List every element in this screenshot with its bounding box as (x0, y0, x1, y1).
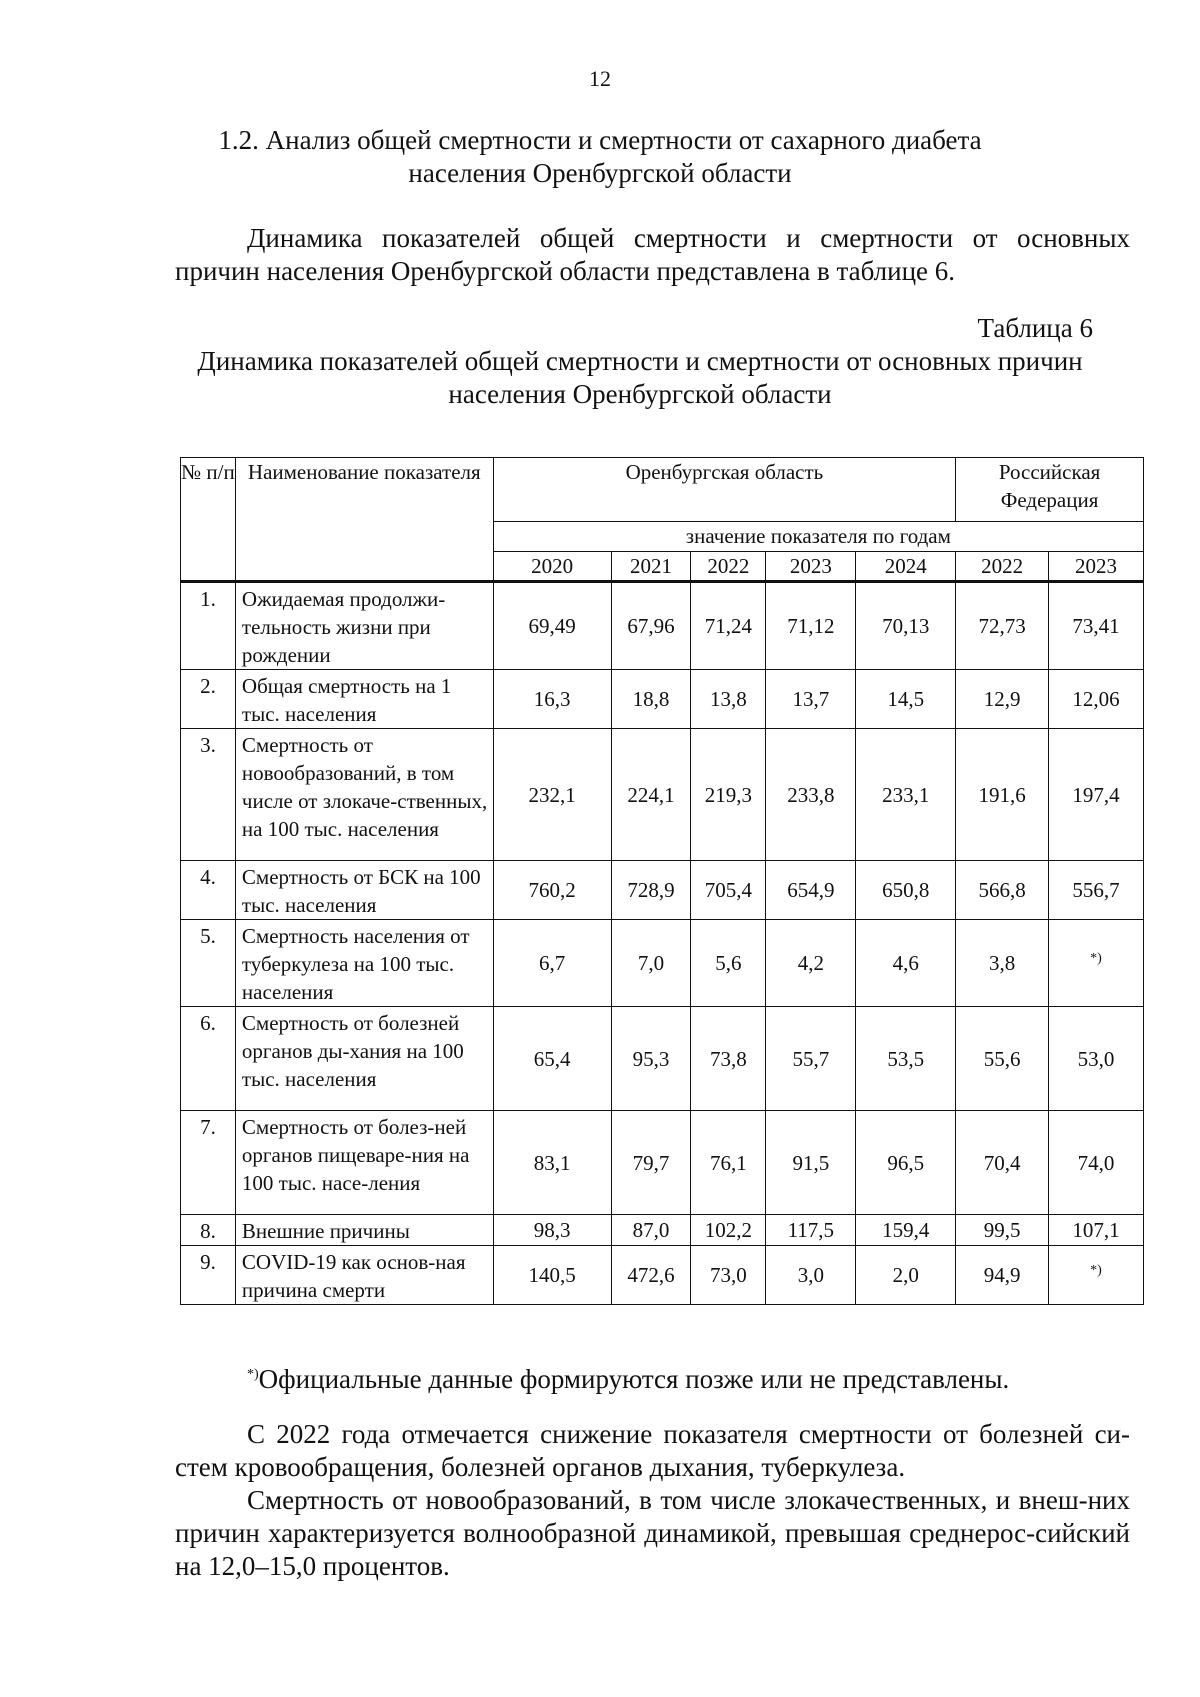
conclusion-paragraph-1: С 2022 года отмечается снижение показателя смертности от болезней си-стем кровообращения, болезней органов дыхания, туберкулеза. (175, 1419, 1130, 1482)
value-cell: 67,96 (611, 582, 691, 670)
value-cell: 3,0 (766, 1246, 856, 1305)
value-cell: 71,24 (691, 582, 766, 670)
value-cell: 232,1 (493, 729, 611, 861)
row-number: 8. (181, 1215, 236, 1246)
value-cell: 16,3 (493, 670, 611, 729)
value-cell: 650,8 (856, 861, 956, 920)
table-row (181, 670, 1144, 729)
value-cell: 140,5 (493, 1246, 611, 1305)
value-cell: 233,1 (856, 729, 956, 861)
table-row (181, 1246, 1144, 1305)
col-header-name: Наименование показателя (235, 458, 493, 582)
value-cell (1049, 1246, 1144, 1305)
conclusion-paragraph-2: Смертность от новообразований, в том числе злокачественных, и внеш-них причин характеризуется волнообразной динамикой, превышая среднерос-сийский на 12,0–15,0 процентов. (175, 1485, 1130, 1581)
indicator-name: Ожидаемая продолжи-тельность жизни при рождении (235, 582, 493, 670)
footnote-ref: *) (1090, 951, 1102, 966)
table-row (181, 1215, 1144, 1246)
year-header-4: 2024 (856, 552, 956, 582)
value-cell: 2,0 (856, 1246, 956, 1305)
table-row (181, 920, 1144, 1007)
value-cell: 233,8 (766, 729, 856, 861)
value-cell: 4,6 (856, 920, 956, 1007)
value-cell: 76,1 (691, 1111, 766, 1215)
value-cell: 87,0 (611, 1215, 691, 1246)
mortality-table (180, 457, 1144, 1305)
value-cell: 73,41 (1049, 582, 1144, 670)
value-cell: 55,6 (956, 1007, 1049, 1111)
value-cell: 73,8 (691, 1007, 766, 1111)
indicator-name: Общая смертность на 1 тыс. населения (235, 670, 493, 729)
value-cell: 556,7 (1049, 861, 1144, 920)
value-cell: 71,12 (766, 582, 856, 670)
value-cell: 472,6 (611, 1246, 691, 1305)
value-cell: 53,0 (1049, 1007, 1144, 1111)
value-cell: 705,4 (691, 861, 766, 920)
value-cell: 79,7 (611, 1111, 691, 1215)
row-number: 6. (181, 1007, 236, 1111)
table-row (181, 1007, 1144, 1111)
row-number: 4. (181, 861, 236, 920)
value-cell: 55,7 (766, 1007, 856, 1111)
value-cell: 107,1 (1049, 1215, 1144, 1246)
value-cell (1049, 920, 1144, 1007)
value-cell: 191,6 (956, 729, 1049, 861)
row-number: 3. (181, 729, 236, 861)
value-cell: 760,2 (493, 861, 611, 920)
page-number: 12 (589, 66, 611, 91)
value-cell: 74,0 (1049, 1111, 1144, 1215)
section-heading-line1: 1.2. Анализ общей смертности и смертности от сахарного диабета (218, 125, 982, 155)
value-cell: 4,2 (766, 920, 856, 1007)
col-subheader-years: значение показателя по годам (493, 522, 1143, 552)
table-number: Таблица 6 (977, 313, 1093, 343)
table-title-line1: Динамика показателей общей смертности и смертности от основных причин (197, 346, 1083, 376)
year-header-6: 2023 (1049, 552, 1144, 582)
value-cell: 13,7 (766, 670, 856, 729)
footnote-mark: *) (247, 1367, 259, 1382)
footnote-ref: *) (1090, 1263, 1102, 1278)
value-cell: 566,8 (956, 861, 1049, 920)
value-cell: 12,9 (956, 670, 1049, 729)
section-heading (160, 124, 1040, 190)
table-row (181, 1111, 1144, 1215)
indicator-name: Смертность от БСК на 100 тыс. населения (235, 861, 493, 920)
value-cell: 95,3 (611, 1007, 691, 1111)
value-cell: 117,5 (766, 1215, 856, 1246)
value-cell: 3,8 (956, 920, 1049, 1007)
indicator-name: COVID-19 как основ-ная причина смерти (235, 1246, 493, 1305)
footnote-text: Официальные данные формируются позже или не представлены. (258, 1364, 1010, 1394)
value-cell: 53,5 (856, 1007, 956, 1111)
value-cell: 69,49 (493, 582, 611, 670)
value-cell: 224,1 (611, 729, 691, 861)
value-cell: 5,6 (691, 920, 766, 1007)
table-title-line2: населения Оренбургской области (448, 379, 832, 409)
value-cell: 6,7 (493, 920, 611, 1007)
col-header-number: № п/п (181, 458, 236, 582)
value-cell: 91,5 (766, 1111, 856, 1215)
value-cell: 96,5 (856, 1111, 956, 1215)
value-cell: 18,8 (611, 670, 691, 729)
value-cell: 73,0 (691, 1246, 766, 1305)
value-cell: 728,9 (611, 861, 691, 920)
col-header-rf: Российская Федерация (956, 458, 1144, 522)
intro-paragraph: Динамика показателей общей смертности и смертности от основных причин населения Оренбургской области представлена в таблице 6. (175, 223, 1130, 286)
table-row (181, 861, 1144, 920)
section-heading-line2: населения Оренбургской области (408, 158, 792, 188)
value-cell: 99,5 (956, 1215, 1049, 1246)
indicator-name: Смертность от болез-ней органов пищеваре-ния на 100 тыс. насе-ления (235, 1111, 493, 1215)
indicator-name: Смертность от болезней органов ды-хания на 100 тыс. населения (235, 1007, 493, 1111)
row-number: 5. (181, 920, 236, 1007)
value-cell: 12,06 (1049, 670, 1144, 729)
table-row (181, 729, 1144, 861)
value-cell: 65,4 (493, 1007, 611, 1111)
row-number: 7. (181, 1111, 236, 1215)
value-cell: 219,3 (691, 729, 766, 861)
indicator-name: Смертность от новообразований, в том числе от злокаче-ственных, на 100 тыс. населения (235, 729, 493, 861)
table-title (160, 345, 1120, 411)
year-header-0: 2020 (493, 552, 611, 582)
row-number: 1. (181, 582, 236, 670)
value-cell: 94,9 (956, 1246, 1049, 1305)
year-header-1: 2021 (611, 552, 691, 582)
col-header-region: Оренбургская область (493, 458, 955, 522)
value-cell: 159,4 (856, 1215, 956, 1246)
row-number: 9. (181, 1246, 236, 1305)
value-cell: 98,3 (493, 1215, 611, 1246)
value-cell: 70,4 (956, 1111, 1049, 1215)
row-number: 2. (181, 670, 236, 729)
value-cell: 197,4 (1049, 729, 1144, 861)
value-cell: 70,13 (856, 582, 956, 670)
value-cell: 13,8 (691, 670, 766, 729)
footnote (247, 1358, 1009, 1396)
value-cell: 14,5 (856, 670, 956, 729)
value-cell: 654,9 (766, 861, 856, 920)
indicator-name: Смертность населения от туберкулеза на 100 тыс. населения (235, 920, 493, 1007)
value-cell: 83,1 (493, 1111, 611, 1215)
table-row (181, 582, 1144, 670)
value-cell: 7,0 (611, 920, 691, 1007)
year-header-5: 2022 (956, 552, 1049, 582)
indicator-name: Внешние причины (235, 1215, 493, 1246)
value-cell: 102,2 (691, 1215, 766, 1246)
value-cell: 72,73 (956, 582, 1049, 670)
year-header-3: 2023 (766, 552, 856, 582)
year-header-2: 2022 (691, 552, 766, 582)
